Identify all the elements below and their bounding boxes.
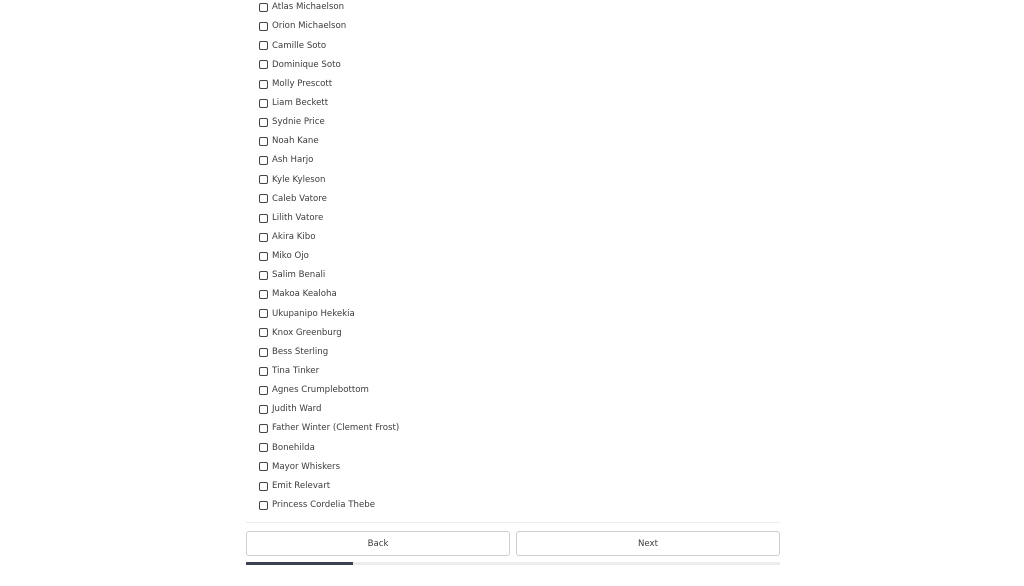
checkbox-label: Tina Tinker	[272, 365, 320, 376]
checkbox[interactable]	[259, 99, 268, 108]
list-item[interactable]	[259, 381, 659, 400]
list-item[interactable]	[259, 400, 659, 419]
checkbox[interactable]	[259, 367, 268, 376]
progress-bar-fill	[246, 562, 353, 565]
checkbox[interactable]	[259, 482, 268, 491]
checkbox[interactable]	[259, 3, 268, 12]
checkbox-label: Agnes Crumplebottom	[272, 385, 369, 396]
list-item[interactable]	[259, 75, 659, 94]
checkbox[interactable]	[259, 462, 268, 471]
checkbox[interactable]	[259, 290, 268, 299]
checkbox[interactable]	[259, 252, 268, 261]
checkbox-label: Liam Beckett	[272, 97, 329, 108]
divider	[246, 522, 780, 523]
checkbox-label: Sydnie Price	[272, 117, 325, 128]
checkbox[interactable]	[259, 137, 268, 146]
checkbox-label: Caleb Vatore	[272, 193, 327, 204]
checkbox[interactable]	[259, 501, 268, 510]
checkbox-label: Molly Prescott	[272, 78, 333, 89]
list-item[interactable]	[259, 209, 659, 228]
back-button[interactable]: Back	[246, 531, 510, 556]
progress-bar	[246, 562, 780, 565]
list-item[interactable]	[259, 457, 659, 476]
participant-checkbox-list	[259, 0, 659, 515]
list-item[interactable]	[259, 362, 659, 381]
checkbox-label: Noah Kane	[272, 136, 319, 147]
checkbox[interactable]	[259, 80, 268, 89]
checkbox-label: Bess Sterling	[272, 346, 329, 357]
checkbox-label: Princess Cordelia Thebe	[272, 499, 375, 510]
checkbox[interactable]	[259, 405, 268, 414]
checkbox-label: Camille Soto	[272, 40, 327, 51]
checkbox-label: Emit Relevart	[272, 480, 331, 491]
checkbox-label: Bonehilda	[272, 442, 315, 453]
checkbox-label: Makoa Kealoha	[272, 289, 337, 300]
checkbox-label: Akira Kibo	[272, 231, 316, 242]
checkbox[interactable]	[259, 22, 268, 31]
list-item[interactable]	[259, 247, 659, 266]
checkbox-label: Ukupanipo Hekekia	[272, 308, 355, 319]
checkbox-label: Knox Greenburg	[272, 327, 342, 338]
list-item[interactable]	[259, 113, 659, 132]
checkbox[interactable]	[259, 194, 268, 203]
checkbox-label: Ash Harjo	[272, 155, 314, 166]
next-button[interactable]: Next	[516, 531, 780, 556]
checkbox-label: Dominique Soto	[272, 59, 341, 70]
checkbox[interactable]	[259, 175, 268, 184]
checkbox-label: Judith Ward	[272, 404, 322, 415]
list-item[interactable]	[259, 170, 659, 189]
checkbox-label: Miko Ojo	[272, 251, 309, 262]
checkbox[interactable]	[259, 118, 268, 127]
list-item[interactable]	[259, 266, 659, 285]
checkbox[interactable]	[259, 443, 268, 452]
list-item[interactable]	[259, 94, 659, 113]
list-item[interactable]	[259, 323, 659, 342]
checkbox[interactable]	[259, 424, 268, 433]
checkbox[interactable]	[259, 156, 268, 165]
checkbox-label: Kyle Kyleson	[272, 174, 326, 185]
list-item[interactable]	[259, 189, 659, 208]
list-item[interactable]	[259, 438, 659, 457]
list-item[interactable]	[259, 132, 659, 151]
checkbox[interactable]	[259, 386, 268, 395]
list-item[interactable]	[259, 496, 659, 515]
list-item[interactable]	[259, 151, 659, 170]
list-item[interactable]	[259, 0, 659, 17]
checkbox-label: Salim Benali	[272, 270, 326, 281]
list-item[interactable]	[259, 285, 659, 304]
list-item[interactable]	[259, 304, 659, 323]
checkbox[interactable]	[259, 41, 268, 50]
list-item[interactable]	[259, 419, 659, 438]
list-item[interactable]	[259, 477, 659, 496]
checkbox-label: Lilith Vatore	[272, 212, 324, 223]
checkbox[interactable]	[259, 271, 268, 280]
list-item[interactable]	[259, 17, 659, 36]
checkbox[interactable]	[259, 60, 268, 69]
checkbox[interactable]	[259, 328, 268, 337]
checkbox[interactable]	[259, 214, 268, 223]
list-item[interactable]	[259, 343, 659, 362]
checkbox[interactable]	[259, 233, 268, 242]
checkbox[interactable]	[259, 309, 268, 318]
checkbox-label: Mayor Whiskers	[272, 461, 341, 472]
list-item[interactable]	[259, 228, 659, 247]
checkbox-label: Orion Michaelson	[272, 21, 347, 32]
list-item[interactable]	[259, 55, 659, 74]
checkbox-label: Father Winter (Clement Frost)	[272, 423, 400, 434]
checkbox[interactable]	[259, 348, 268, 357]
list-item[interactable]	[259, 36, 659, 55]
checkbox-label: Atlas Michaelson	[272, 2, 345, 13]
